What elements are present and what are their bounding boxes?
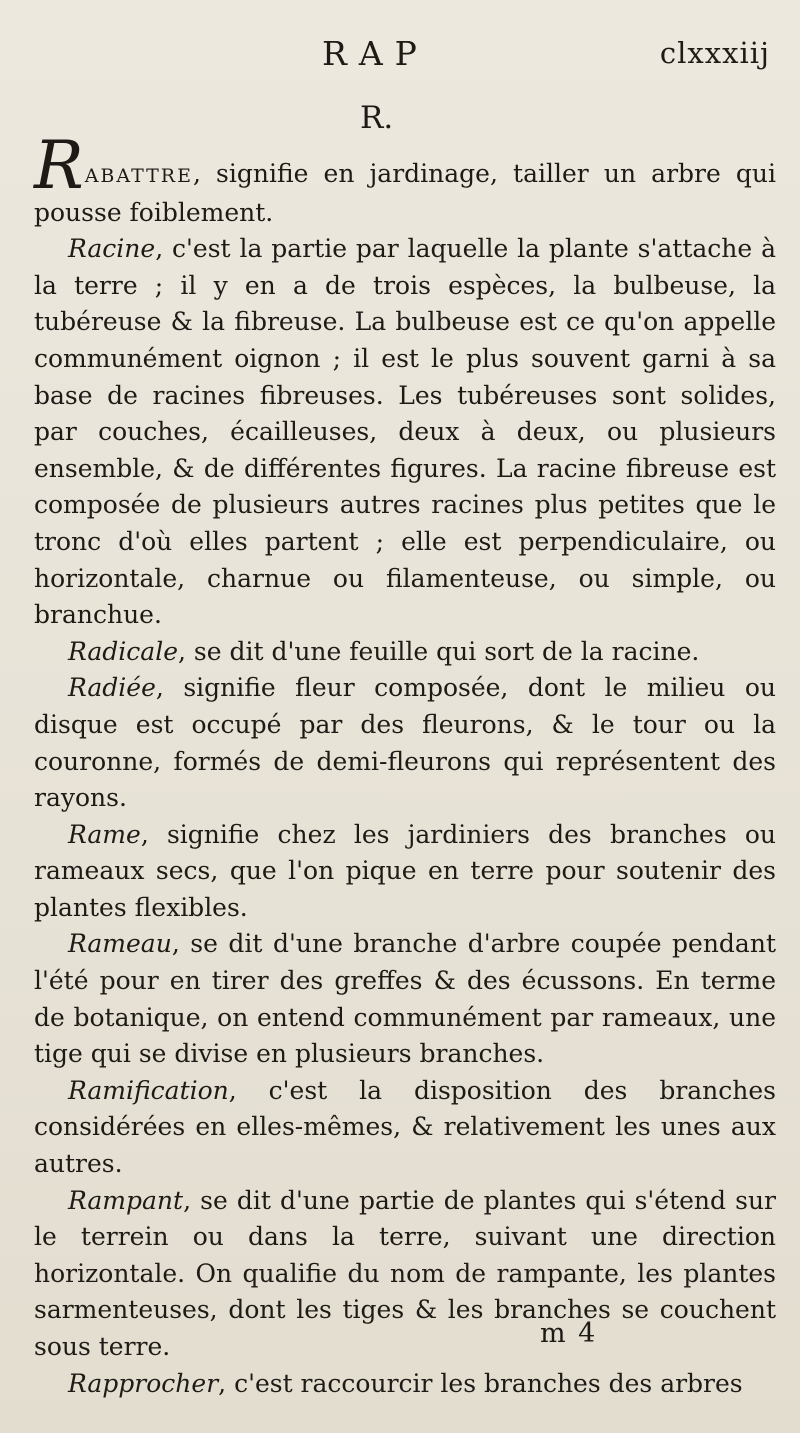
entry-definition: , c'est la partie par laquelle la plante s'attache à la terre ; il y en a de trois espèces, la bulbeuse, la tubéreuse & la fibreuse. La bulbeuse est ce qu'on appelle communément oignon ; il est le plus souvent garni à sa base de racines fibreuses. Les tubéreuses sont solides, par couches, écailleuses, deux à deux, ou plusieurs ensemble, & de différentes figures. La racine fibreuse est composée de plusieurs autres racines plus petites que le tronc d'où elles partent ; elle est perpendiculaire, ou horizontale, charnue ou filamenteuse, ou simple, ou branchue. [34, 234, 776, 630]
entry-definition: , c'est la disposition des branches considérées en elles-mêmes, & relativement les unes aux autres. [34, 1075, 776, 1179]
entry-definition: , signifie chez les jardiniers des branches ou rameaux secs, que l'on pique en terre pour soutenir des plantes flexibles. [34, 819, 776, 922]
entry-definition: , signifie fleur composée, dont le milieu ou disque est occupé par des fleurons, & le tour ou la couronne, formés de demi-fleurons qui représentent des rayons. [34, 673, 776, 813]
running-head [0, 34, 800, 74]
entry-term: Radicale [68, 636, 178, 666]
entry-term: Rampant [68, 1185, 184, 1215]
glossary-entry-radicale [34, 634, 776, 671]
entry-definition: , se dit d'une partie de plantes qui s'étend sur le terrein ou dans la terre, suivant une direction horizontale. On qualifie du nom de rampante, les plantes sarmenteuses, dont les tiges & les branches se couchent sous terre. [34, 1185, 776, 1361]
entry-term: Racine [68, 234, 156, 264]
entry-term: Rameau [68, 929, 172, 959]
drop-cap: R [34, 127, 84, 204]
glossary-entry-rabattre [34, 127, 776, 231]
glossary-entry-ramification [34, 1073, 776, 1183]
entry-definition: , se dit d'une branche d'arbre coupée pendant l'été pour en tirer des greffes & des écussons. En terme de botanique, on entend communément par rameaux, une tige qui se divise en plusieurs branches. [34, 929, 776, 1069]
entry-term: Rapprocher [68, 1368, 219, 1398]
section-letter: R. [360, 100, 394, 136]
glossary-entry-rapprocher [34, 1366, 776, 1403]
glossary-entry-rame [34, 817, 776, 927]
glossary-entry-radiee [34, 670, 776, 816]
glossary-body [34, 127, 776, 1402]
signature-mark: m 4 [540, 1318, 598, 1349]
entry-definition: , c'est raccourcir les branches des arbres [218, 1368, 743, 1398]
entry-definition: , signifie en jardinage, tailler un arbre qui pousse foiblement. [34, 159, 776, 227]
entry-term: Rame [68, 819, 141, 849]
page-number: clxxxiij [659, 36, 770, 70]
entry-term: Ramification [68, 1075, 229, 1105]
glossary-entry-rameau [34, 926, 776, 1072]
entry-term: ABATTRE [84, 165, 193, 187]
entry-definition: , se dit d'une feuille qui sort de la racine. [178, 636, 700, 666]
glossary-entry-rampant [34, 1183, 776, 1366]
entry-term: Radiée [68, 673, 156, 703]
running-title: RAP [322, 34, 429, 73]
glossary-entry-racine [34, 231, 776, 634]
